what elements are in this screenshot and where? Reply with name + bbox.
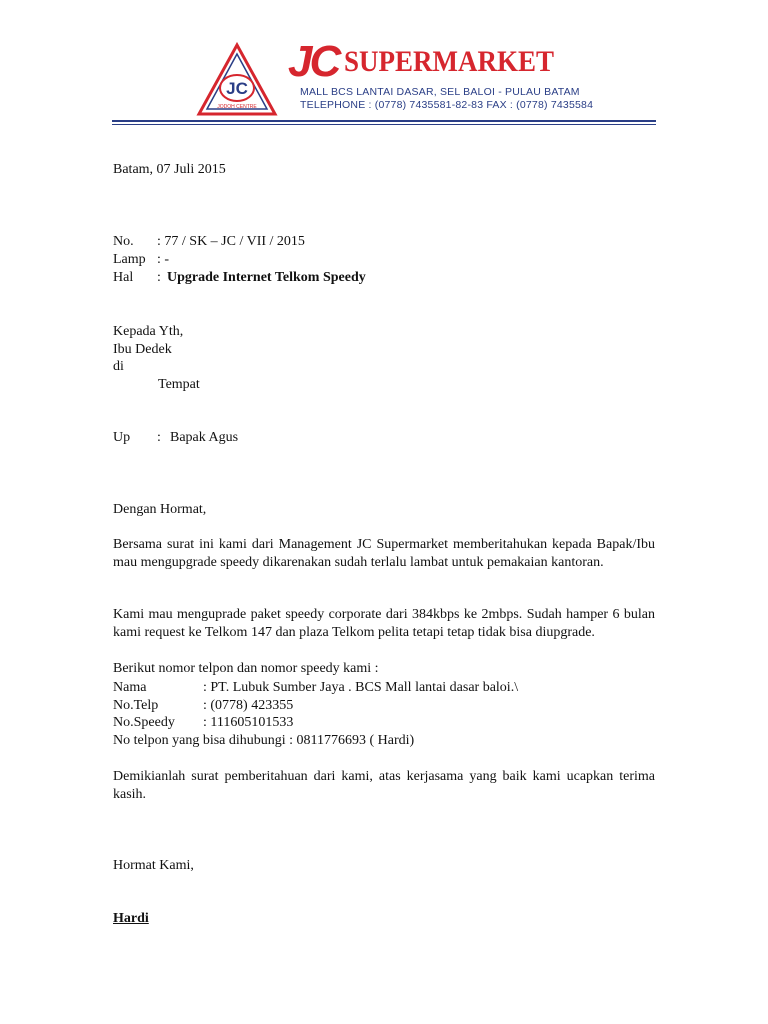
nama-value: : PT. Lubuk Sumber Jaya . BCS Mall lantai dasar baloi.\ xyxy=(203,680,519,695)
closing-paragraph: Demikianlah surat pemberitahuan dari kami, atas kerjasama yang baik kami ucapkan terima kasih. xyxy=(113,769,655,802)
paragraph-1: Bersama surat ini kami dari Management JC Supermarket memberitahukan kepada Bapak/Ibu mau mengupgrade speedy dikarenakan sudah terlalu lambat untuk pemakaian kantoran. xyxy=(113,537,655,570)
brand-title xyxy=(288,37,578,86)
hal-colon: : xyxy=(157,270,161,285)
no-value: : 77 / SK – JC / VII / 2015 xyxy=(157,234,305,249)
telp-label: No.Telp xyxy=(113,698,159,713)
company-phone: TELEPHONE : (0778) 7435581-82-83 FAX : (0778) 7435584 xyxy=(300,99,594,111)
company-address: MALL BCS LANTAI DASAR, SEL BALOI - PULAU BATAM xyxy=(300,86,580,98)
no-label: No. xyxy=(113,234,134,249)
hal-subject: Upgrade Internet Telkom Speedy xyxy=(167,270,366,285)
speedy-value: : 111605101533 xyxy=(203,715,294,730)
logo-subtext: JODOH CENTRE xyxy=(217,104,257,110)
logo-letters: JC xyxy=(226,79,248,98)
letter-date: Batam, 07 Juli 2015 xyxy=(113,162,226,177)
brand-name: SUPERMARKET xyxy=(344,45,555,78)
company-logo xyxy=(196,42,278,118)
recipient-line-4: Tempat xyxy=(158,377,200,392)
telp-value: : (0778) 423355 xyxy=(203,698,294,713)
recipient-line-3: di xyxy=(113,359,124,374)
paragraph-2: Kami mau menguprade paket speedy corporate dari 384kbps ke 2mbps. Sudah hamper 6 bulan kami request ke Telkom 147 dan plaza Telkom pelita tetapi tetap tidak bisa diupgrade. xyxy=(113,607,655,640)
header-divider xyxy=(112,120,656,122)
up-label: Up xyxy=(113,430,131,445)
nama-label: Nama xyxy=(113,680,147,695)
up-colon: : xyxy=(157,430,161,445)
signoff: Hormat Kami, xyxy=(113,858,194,873)
info-intro: Berikut nomor telpon dan nomor speedy kami : xyxy=(113,661,379,676)
recipient-line-1: Kepada Yth, xyxy=(113,324,184,339)
signature-name: Hardi xyxy=(113,911,149,926)
lamp-value: : - xyxy=(157,252,170,267)
greeting: Dengan Hormat, xyxy=(113,502,207,517)
brand-initials: JC xyxy=(288,37,339,86)
header-divider-thin xyxy=(112,124,656,125)
contact-line: No telpon yang bisa dihubungi : 0811776693 ( Hardi) xyxy=(113,733,415,748)
up-value: Bapak Agus xyxy=(170,430,239,445)
recipient-line-2: Ibu Dedek xyxy=(113,342,172,357)
hal-label: Hal xyxy=(113,270,134,285)
speedy-label: No.Speedy xyxy=(113,715,175,730)
lamp-label: Lamp xyxy=(113,252,146,267)
